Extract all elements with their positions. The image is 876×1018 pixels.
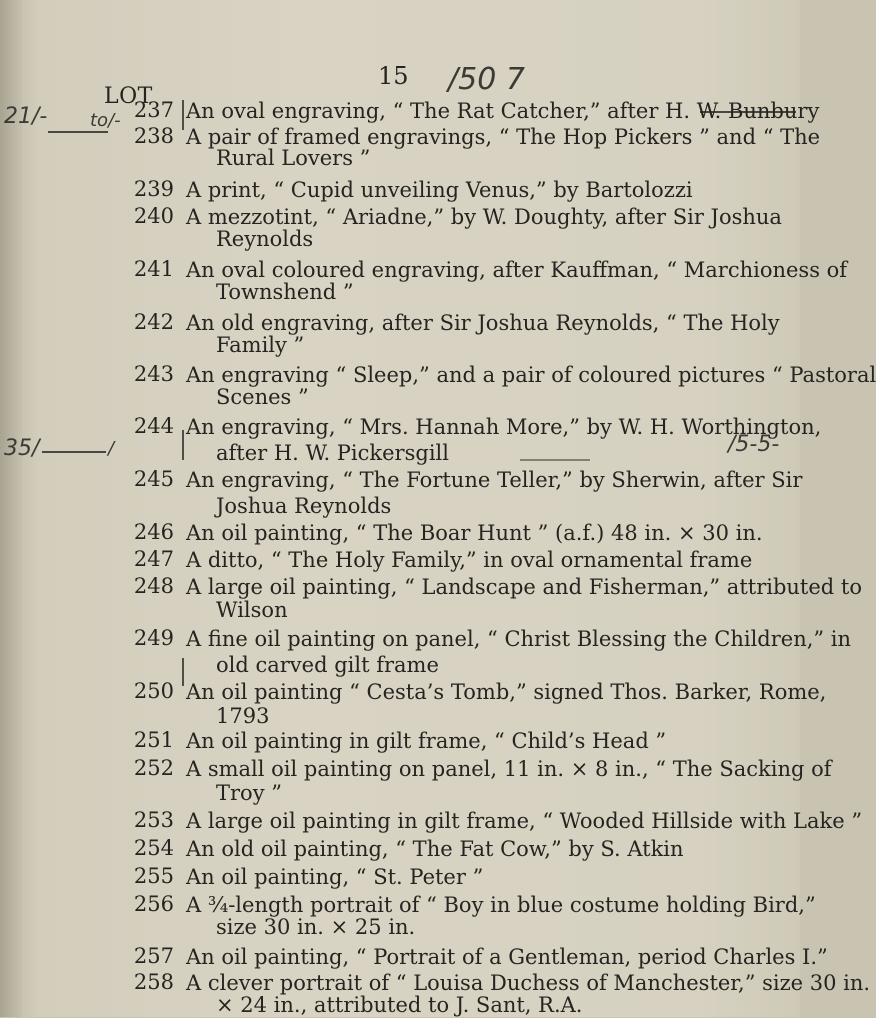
lot-number: 252 <box>133 756 174 780</box>
lot-number: 239 <box>133 177 174 201</box>
lot-number: 254 <box>133 836 174 860</box>
lot-description-continued: Rural Lovers ” <box>216 146 371 170</box>
lot-number: 251 <box>133 728 174 752</box>
lot-description: An old oil painting, “ The Fat Cow,” by S. Atkin <box>186 837 684 861</box>
margin-mark-245: / <box>108 438 115 459</box>
lot-description: A ditto, “ The Holy Family,” in oval ornamental frame <box>186 548 753 572</box>
lot-description-continued: size 30 in. × 25 in. <box>216 915 416 939</box>
lot-number: 247 <box>133 547 174 571</box>
lot-number: 250 <box>133 679 174 703</box>
page-number: 15 <box>378 62 409 90</box>
lot-description-continued: Townshend ” <box>216 280 354 304</box>
lot-description-continued: × 24 in., attributed to J. Sant, R.A. <box>216 993 583 1017</box>
lot-number: 243 <box>133 362 174 386</box>
lot-description-continued: Joshua Reynolds <box>216 494 392 518</box>
lot-description: An oil painting in gilt frame, “ Child’s Head ” <box>186 729 667 753</box>
lot-description: An oil painting, “ Portrait of a Gentleman, period Charles I.” <box>186 945 828 969</box>
lot-description-continued: Wilson <box>216 598 288 622</box>
lot-description-continued: Scenes ” <box>216 385 309 409</box>
lot-number: 255 <box>133 864 174 888</box>
ink-stroke-245 <box>42 451 106 453</box>
lot-description: An oval engraving, “ The Rat Catcher,” after H. W. Bunbury <box>186 99 820 123</box>
lot-number: 257 <box>133 944 174 968</box>
lot-description: An engraving “ Sleep,” and a pair of coloured pictures “ Pastoral <box>186 363 876 387</box>
lot-column-heading: LOT <box>104 84 153 109</box>
lot-description-continued: 1793 <box>216 704 270 728</box>
lot-description: An old engraving, after Sir Joshua Reynolds, “ The Holy <box>186 311 780 335</box>
lot-number: 241 <box>133 257 174 281</box>
lot-number: 240 <box>133 204 174 228</box>
lot-description: An oval coloured engraving, after Kauffman, “ Marchioness of <box>186 258 848 282</box>
lot-number: 246 <box>133 520 174 544</box>
lot-number: 237 <box>133 98 174 122</box>
lot-description: A small oil painting on panel, 11 in. × 8 in., “ The Sacking of <box>186 757 832 781</box>
lot-number: 242 <box>133 310 174 334</box>
lot-description-continued: after H. W. Pickersgill <box>216 441 449 465</box>
lot-description: A pair of framed engravings, “ The Hop Pickers ” and “ The <box>186 125 821 149</box>
lot-description: An engraving, “ Mrs. Hannah More,” by W. H. Worthington, <box>186 415 822 439</box>
bracket-237 <box>182 100 184 130</box>
lot-number: 253 <box>133 808 174 832</box>
lot-number: 258 <box>133 970 174 994</box>
lot-number: 245 <box>133 467 174 491</box>
lot-description: A mezzotint, “ Ariadne,” by W. Doughty, after Sir Joshua <box>186 205 782 229</box>
lot-description: A large oil painting, “ Landscape and Fisherman,” attributed to <box>186 575 862 599</box>
lot-description-continued: Reynolds <box>216 227 314 251</box>
lot-description: An engraving, “ The Fortune Teller,” by Sherwin, after Sir <box>186 468 803 492</box>
lot-description: An oil painting, “ The Boar Hunt ” (a.f.) 48 in. × 30 in. <box>186 521 763 545</box>
lot-description-continued: old carved gilt frame <box>216 653 439 677</box>
margin-note-b: 35/ <box>4 436 40 461</box>
lot-description: A clever portrait of “ Louisa Duchess of Manchester,” size 30 in. <box>186 971 871 995</box>
lot-description: A fine oil painting on panel, “ Christ Blessing the Children,” in <box>186 627 852 651</box>
lot-description: A print, “ Cupid unveiling Venus,” by Bartolozzi <box>186 178 693 202</box>
lot-description: An oil painting, “ St. Peter ” <box>186 865 484 889</box>
page-gutter <box>0 0 22 1017</box>
margin-note-right: /5-5- <box>728 432 780 457</box>
lot-number: 256 <box>133 892 174 916</box>
lot-description-continued: Troy ” <box>216 781 282 805</box>
pencil-annotation: /50 7 <box>448 62 525 97</box>
margin-mark-237: to/- <box>90 110 121 131</box>
lot-description: A ¾-length portrait of “ Boy in blue costume holding Bird,” <box>186 893 816 917</box>
bracket-245 <box>182 430 184 460</box>
lot-number: 244 <box>133 414 174 438</box>
bracket-252 <box>182 658 184 686</box>
lot-description: An oil painting “ Cesta’s Tomb,” signed Thos. Barker, Rome, <box>186 680 827 704</box>
lot-number: 248 <box>133 574 174 598</box>
lot-description: A large oil painting in gilt frame, “ Wooded Hillside with Lake ” <box>186 809 863 833</box>
margin-note-a: 21/- <box>4 104 48 129</box>
lot-number: 238 <box>133 124 174 148</box>
ink-stroke-237 <box>48 131 108 133</box>
lot-number: 249 <box>133 626 174 650</box>
lot-description-continued: Family ” <box>216 333 305 357</box>
